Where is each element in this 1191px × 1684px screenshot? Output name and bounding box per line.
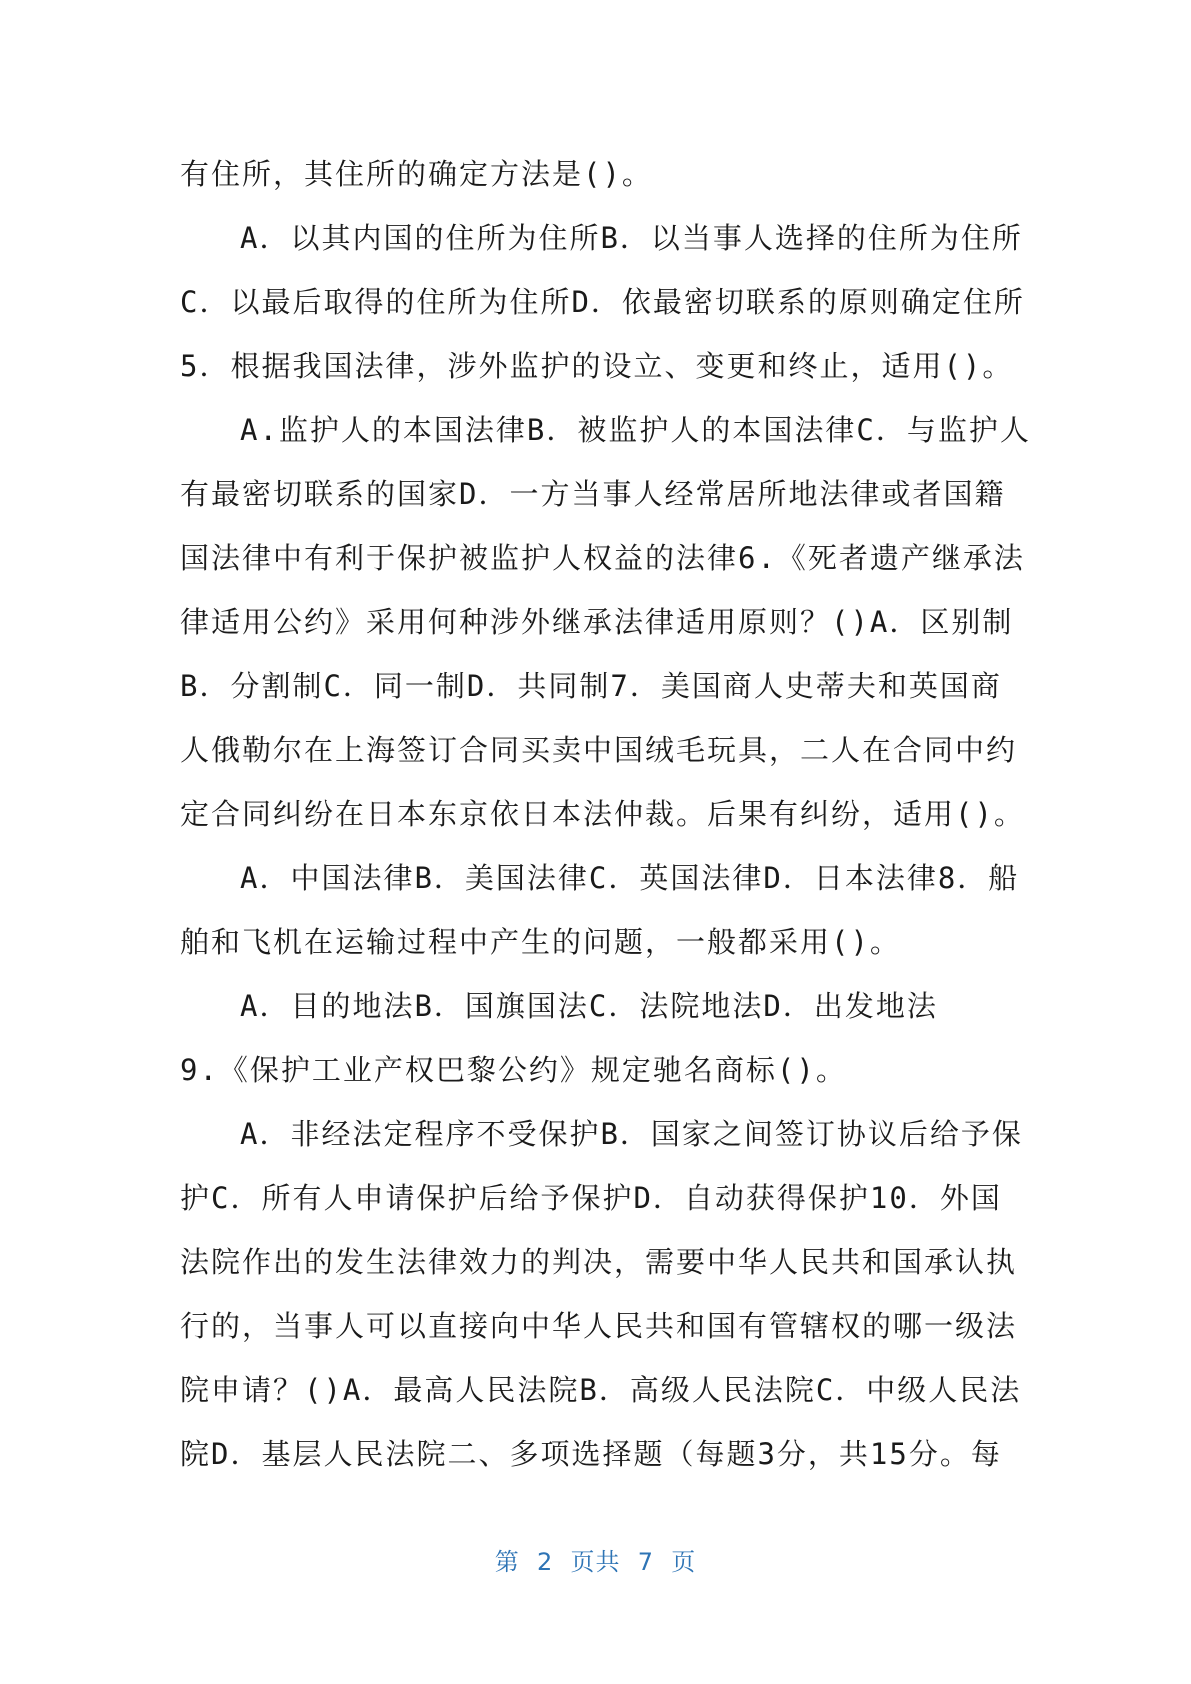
- text-line-16: A．非经法定程序不受保护B．国家之间签订协议后给予保: [240, 1117, 1023, 1151]
- text-line-18: 法院作出的发生法律效力的判决，需要中华人民共和国承认执: [180, 1245, 1018, 1279]
- text-line-10: 人俄勒尔在上海签订合同买卖中国绒毛玩具，二人在合同中约: [180, 733, 1018, 767]
- page-number-footer: 第 2 页共 7 页: [494, 1548, 697, 1576]
- text-line-13: 舶和飞机在运输过程中产生的问题，一般都采用()。: [180, 925, 901, 959]
- text-line-12: A．中国法律B．美国法律C．英国法律D．日本法律8．船: [240, 861, 1020, 895]
- text-line-20: 院申请？()A．最高人民法院B．高级人民法院C．中级人民法: [180, 1373, 1022, 1407]
- text-line-2: A．以其内国的住所为住所B．以当事人选择的住所为住所: [240, 221, 1023, 255]
- text-line-6: 有最密切联系的国家D．一方当事人经常居所地法律或者国籍: [180, 477, 1006, 511]
- text-line-14: A．目的地法B．国旗国法C．法院地法D．出发地法: [240, 989, 938, 1023]
- text-line-15: 9.《保护工业产权巴黎公约》规定驰名商标()。: [180, 1053, 847, 1087]
- text-line-11: 定合同纠纷在日本东京依日本法仲裁。后果有纠纷，适用()。: [180, 797, 1025, 831]
- text-line-3: C．以最后取得的住所为住所D．依最密切联系的原则确定住所: [180, 285, 1025, 319]
- text-line-17: 护C．所有人申请保护后给予保护D．自动获得保护10．外国: [180, 1181, 1002, 1215]
- text-line-4: 5．根据我国法律，涉外监护的设立、变更和终止，适用()。: [180, 349, 1014, 383]
- document-body: [180, 142, 1031, 1486]
- text-line-19: 行的，当事人可以直接向中华人民共和国有管辖权的哪一级法: [180, 1309, 1018, 1343]
- text-line-1: 有住所，其住所的确定方法是()。: [180, 157, 653, 191]
- text-line-5: A.监护人的本国法律B．被监护人的本国法律C．与监护人: [240, 413, 1031, 447]
- text-line-21: 院D．基层人民法院二、多项选择题（每题3分，共15分。每: [180, 1437, 1002, 1471]
- text-line-8: 律适用公约》采用何种涉外继承法律适用原则？()A．区别制: [180, 605, 1014, 639]
- text-line-7: 国法律中有利于保护被监护人权益的法律6.《死者遗产继承法: [180, 541, 1025, 575]
- text-line-9: B．分割制C．同一制D．共同制7．美国商人史蒂夫和英国商: [180, 669, 1002, 703]
